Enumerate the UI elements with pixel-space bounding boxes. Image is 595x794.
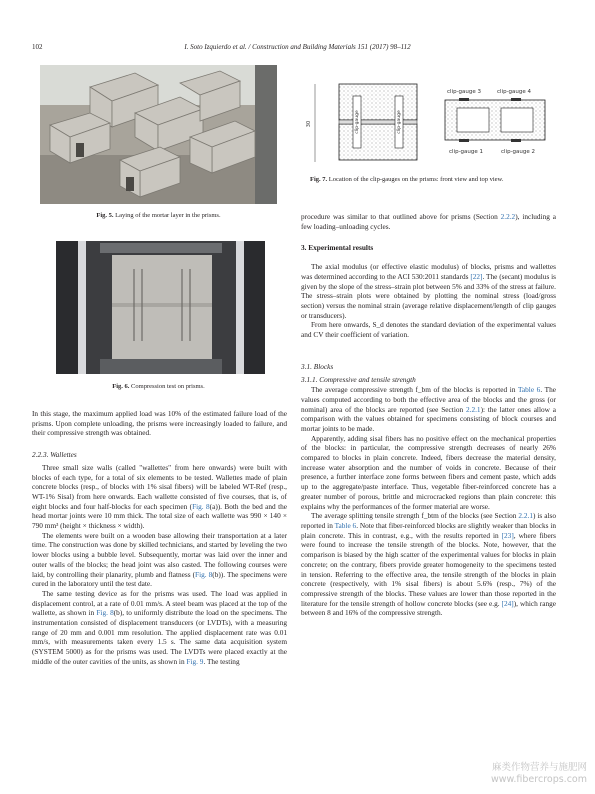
ref-22[interactable]: [22] <box>470 271 483 281</box>
left-column <box>32 409 287 667</box>
fig7-front-label-2: clip-gauge <box>397 110 402 134</box>
fig5-image <box>40 65 277 204</box>
fig5-caption-label: Fig. 5. <box>96 212 114 219</box>
ref-fig8b-2[interactable]: Fig. 8 <box>96 608 114 618</box>
fig7-svg <box>303 82 553 168</box>
fig7-front-label-1: clip-gauge <box>355 110 360 134</box>
fig7-diagram <box>303 82 553 168</box>
ref-section-2-2-1[interactable]: 2.2.1 <box>465 404 481 414</box>
right-para-6: The average splitting tensile strength f_btm of the blocks (see Section 2.2.1) is also reported in Table 6. Note that fiber-reinforced blocks are slightly weaker than blocks in plain concrete. This in contrast, e.g., with the results reported in [23], where fibers were found to increase the tensile strength of the blocks. Note, however, that the comparison is biased by the high scatter of the experimental values for blocks in plain concrete; on the contrary, fibers provide greater homogeneity to the specimens tested in tension. Referring to the effective area, the tensile strength of the blocks in plain concrete (respectively, with 1% sisal fibers) is about 5.6% (resp., 7%) of the compressive strength of the blocks. These values are lower than those reported in the literature for the tensile strength of hollow concrete blocks (see e.g. [24]), which range between 8 and 16% of the compressive strength. <box>301 511 556 618</box>
fig5-caption-text: Laying of the mortar layer in the prisms. <box>115 212 221 219</box>
ref-fig8a[interactable]: Fig. 8 <box>192 501 210 511</box>
fig6-caption <box>40 383 277 391</box>
left-para-1: In this stage, the maximum applied load was 10% of the estimated failure load of the prisms. Upon complete unloading, the prisms were increasingly loaded to failure, and their compressive strength was obtained. <box>32 409 287 438</box>
watermark-line1: 麻类作物营养与施肥网 <box>491 762 587 773</box>
page-number: 102 <box>32 43 43 51</box>
fig5-photo <box>40 65 277 204</box>
heading-2-2-3: 2.2.3. Wallettes <box>32 450 77 460</box>
heading-3-1: 3.1. Blocks <box>301 361 334 371</box>
fig7-dimension: 30 <box>306 120 312 128</box>
fig7-caption <box>310 176 560 184</box>
right-column <box>301 212 556 618</box>
fig7-caption-label: Fig. 7. <box>310 176 328 183</box>
left-para-2: Three small size walls (called "wallettes" from here onwards) were built with blocks of each type, for a total of six elements to be tested. Wallettes made of plain concrete blocks (resp., of blocks with 1% sisal fibers) will be labeled WT-Ref (resp., WT-1% Sisal) from here onwards. Each wallette consisted of five courses, that is, of eight blocks and four half-blocks for each specimen (Fig. 8(a)). Both the bed and the head mortar joints were 10 mm thick. The total size of each wallette was 990 × 140 × 790 mm³ (height × thickness × width). <box>32 462 287 531</box>
ref-table6[interactable]: Table 6 <box>517 385 541 395</box>
fig7-caption-text: Location of the clip-gauges on the prisms: front view and top view. <box>328 176 504 183</box>
fig6-image <box>56 241 265 374</box>
fig7-label-cg1: clip-gauge 1 <box>449 149 484 155</box>
ref-section-2-2-2[interactable]: 2.2.2 <box>500 212 516 221</box>
fig7-label-cg2: clip-gauge 2 <box>501 149 536 155</box>
ref-24[interactable]: [24] <box>501 598 514 608</box>
right-para-2: The axial modulus (or effective elastic modulus) of blocks, prisms and wallettes was determined according to the ACI 530:2011 standards [22]. The (secant) modulus is given by the slope of the stress–strain plot between 5% and 33% of the stress at failure. The stress–strain plots were obtained by plotting the nominal stress (load/gross section) versus the nominal strain (average relative displacement/length of clip gauges or transducers). <box>301 262 556 320</box>
left-para-3: The elements were built on a wooden base allowing their transportation at a later time. The construction was done by skilled technicians, and started by leveling the two lower blocks using a bubble level. Subsequently, mortar was laid over the inner and outer walls of the blocks; the head joint was also casted. The following courses were laid, by controlling their planarity, plumb and flatness (Fig. 8(b)). The specimens were cured in the laboratory until the test date. <box>32 530 287 589</box>
right-para-4: The average compressive strength f_bm of the blocks is reported in Table 6. The values computed according to both the effective area of the blocks and the gross (or nominal) area of the blocks are reported (see Section 2.2.1): the latter ones allow a comparison with the values obtained for specimens consisting of block courses and mortar joints to be made. <box>301 385 556 433</box>
ref-table6b[interactable]: Table 6 <box>334 520 357 530</box>
ref-fig9[interactable]: Fig. 9 <box>186 656 204 666</box>
right-para-5: Apparently, adding sisal fibers has no positive effect on the mechanical properties of the blocks: in particular, the compressive strength decreases of nearly 26% compared to blocks in plain concrete. Indeed, fibers decrease the material density, increase water absorption and the number of voids in concrete. Because of their presence, a further interface zone forms between fibers and cement paste, which adds up to the aggregate/paste interface. Thus, vegetable fiber-reinforced concrete has a greater number of porous, brittle and microcracked regions than plain concrete: this explains why the performances of the former material are worse. <box>301 433 556 511</box>
heading-3: 3. Experimental results <box>301 243 374 253</box>
fig7-label-cg3: clip-gauge 3 <box>447 89 482 95</box>
ref-fig8b[interactable]: Fig. 8 <box>195 569 213 579</box>
right-para-3: From here onwards, S_d denotes the standard deviation of the experimental values and CV their coefficient of variation. <box>301 320 556 340</box>
fig6-caption-label: Fig. 6. <box>112 383 130 390</box>
fig6-photo <box>56 241 265 374</box>
heading-3-1-1: 3.1.1. Compressive and tensile strength <box>301 375 416 385</box>
watermark <box>491 762 587 786</box>
fig7-label-cg4: clip-gauge 4 <box>497 89 532 95</box>
running-header <box>32 43 563 53</box>
ref-section-2-2-1b[interactable]: 2.2.1 <box>518 511 533 521</box>
left-para-4: The same testing device as for the prisms was used. The load was applied in displacement control, at a rate of 0.01 mm/s. A steel beam was placed at the top of the wallette, as shown in Fig. 8(b), to uniformly distribute the load on the specimens. The instrumentation consisted of displacement transducers (or LVDTs), with a measuring range of 20 mm and 0.001 mm resolution. The applied displacement rate was 0.01 mm/s, with measurements taken every 1.5 s. The same data acquisition system (SYSTEM 5000) as for the prisms was used. The LVDTs were placed exactly at the middle of the outer cavities of the units, as shown in Fig. 9. The testing <box>32 588 288 666</box>
fig6-caption-text: Compression test on prisms. <box>131 383 205 390</box>
watermark-line2: www.fibercrops.com <box>490 774 587 785</box>
journal-citation: I. Soto Izquierdo et al. / Construction and Building Materials 151 (2017) 98–112 <box>184 43 411 51</box>
right-para-1: procedure was similar to that outlined above for prisms (Section 2.2.2), including a few loading–unloading cycles. <box>301 212 556 231</box>
ref-23[interactable]: [23] <box>501 530 514 540</box>
fig5-caption <box>40 212 277 220</box>
